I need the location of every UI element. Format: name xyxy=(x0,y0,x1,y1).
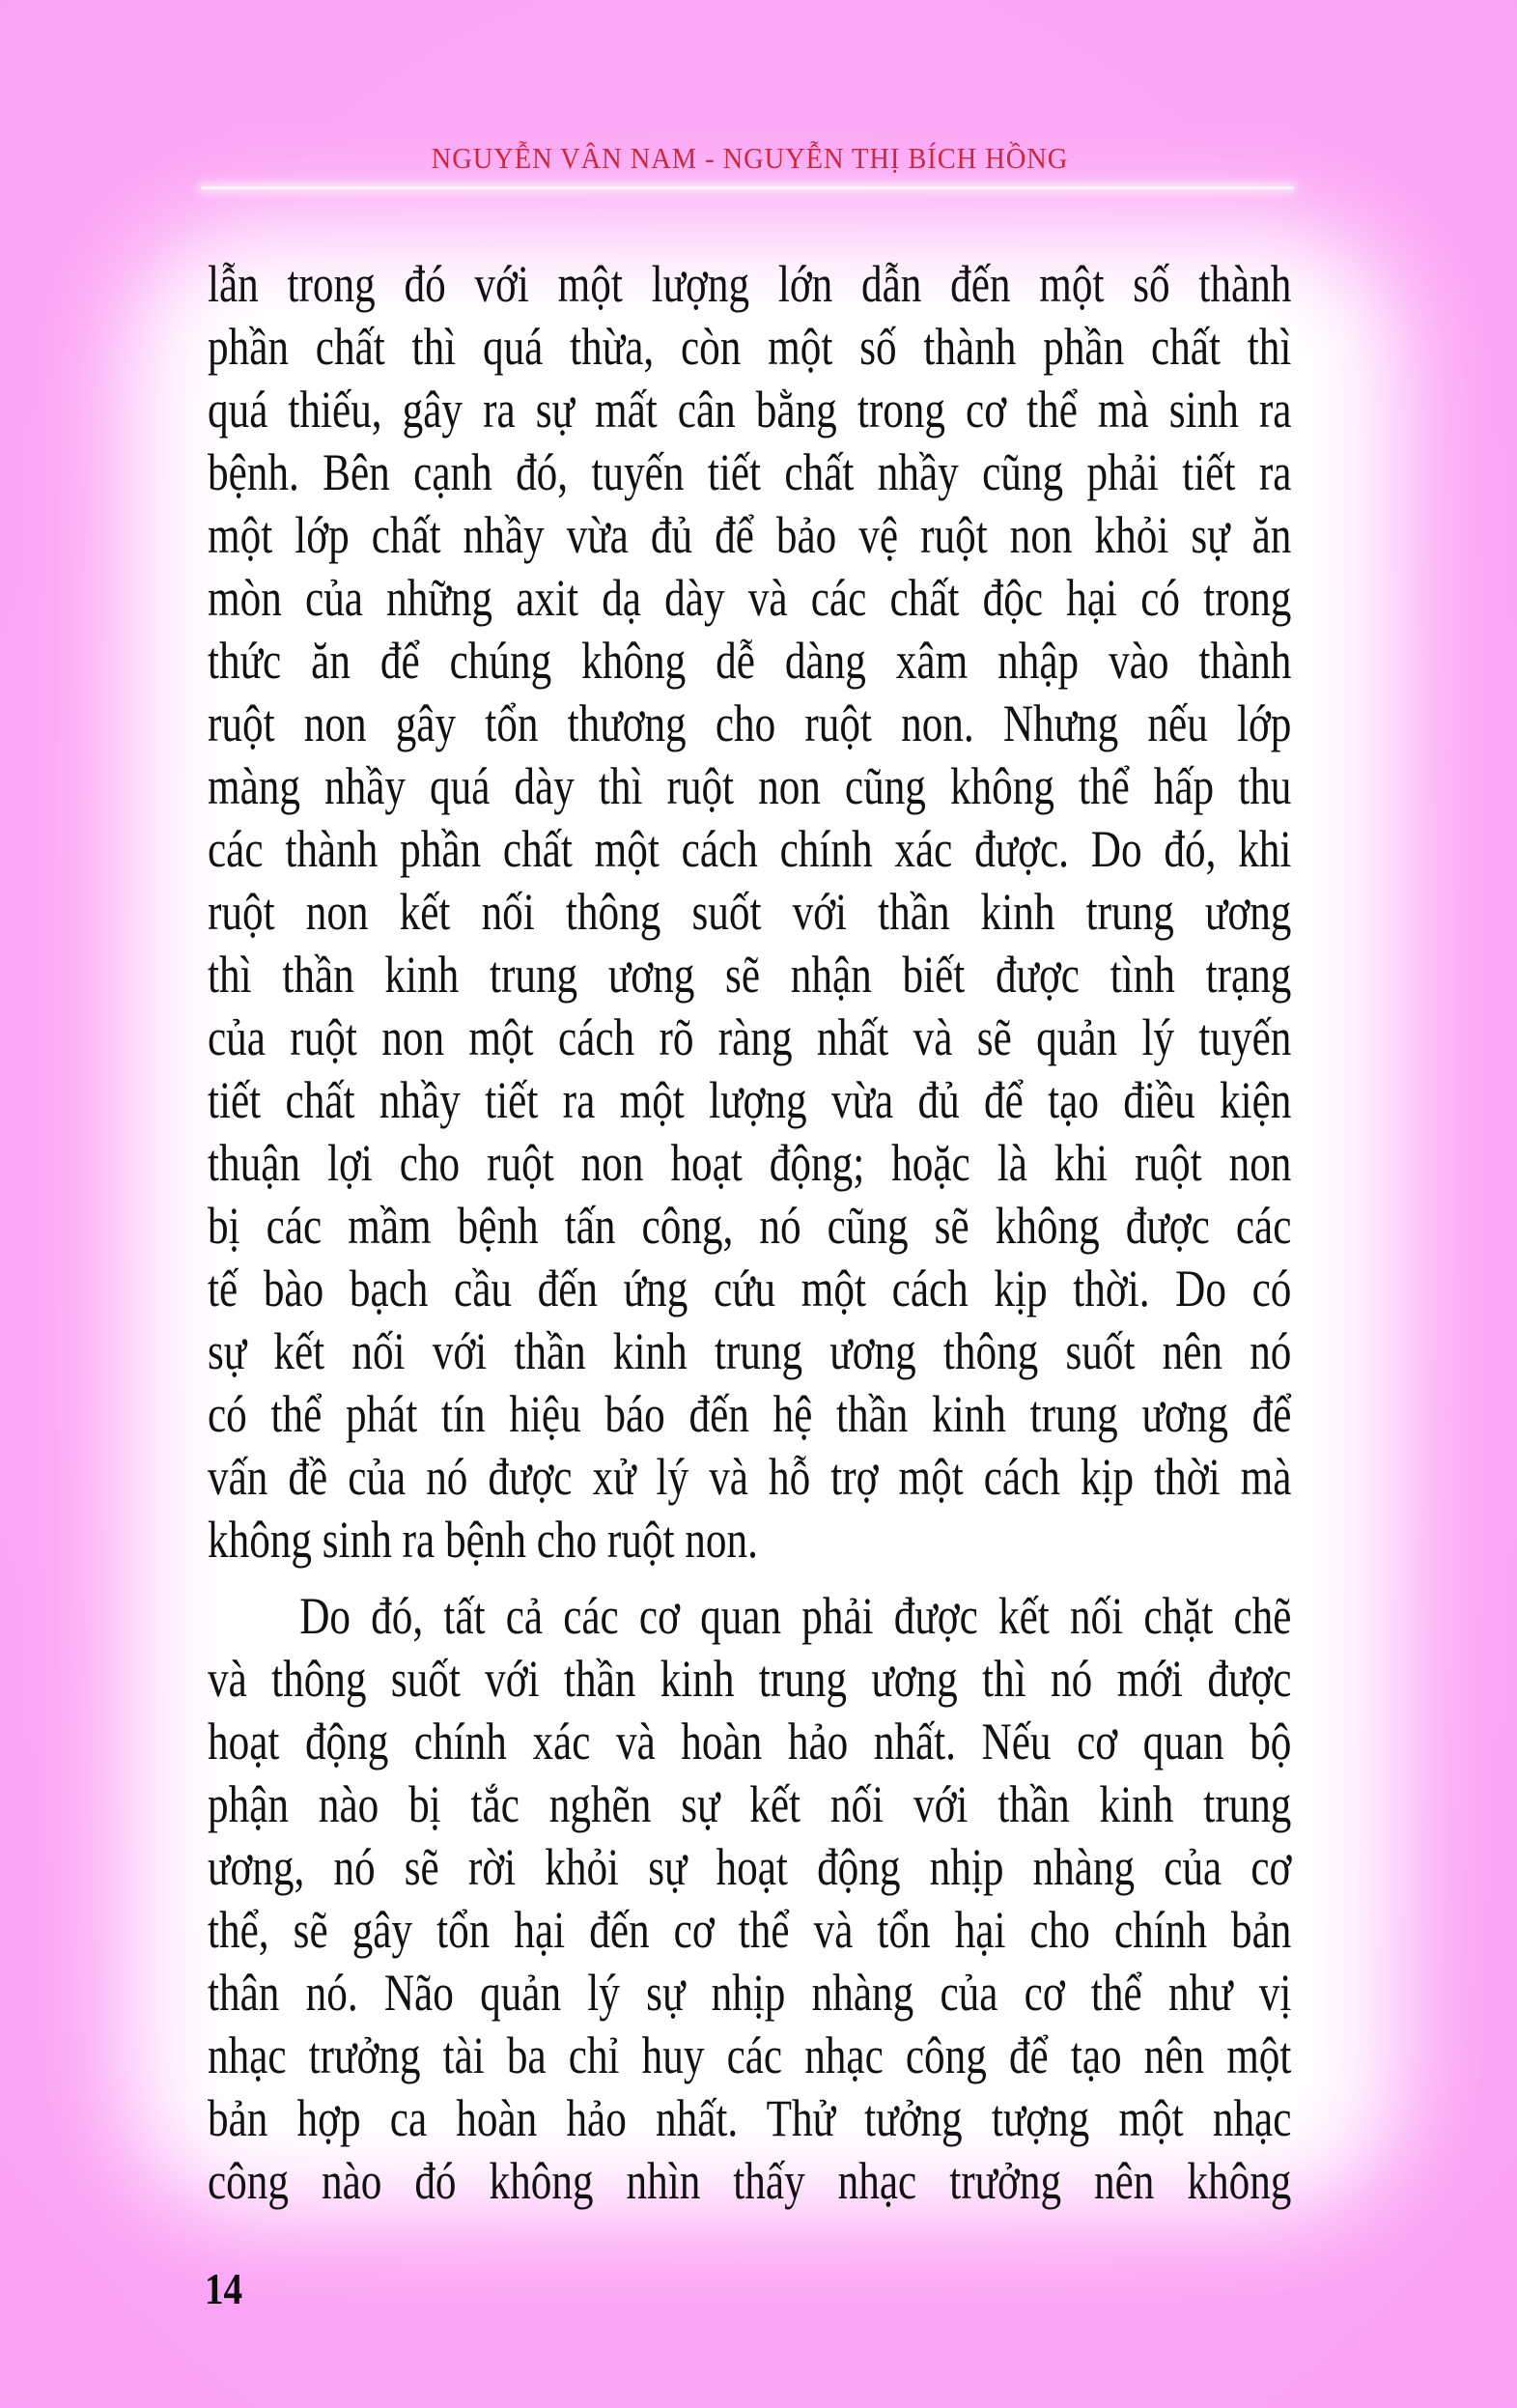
text-line: thân nó. Não quản lý sự nhịp nhàng của cơ thể như vị xyxy=(208,1964,1292,2022)
text-line: có thể phát tín hiệu báo đến hệ thần kinh trung ương để xyxy=(208,1385,1292,1443)
text-line: của ruột non một cách rõ ràng nhất và sẽ quản lý tuyến xyxy=(208,1008,1292,1066)
paragraph xyxy=(208,1585,1291,2213)
text-line: ương, nó sẽ rời khỏi sự hoạt động nhịp nhàng của cơ xyxy=(208,1838,1292,1896)
text-line: sự kết nối với thần kinh trung ương thông suốt nên nó xyxy=(208,1322,1292,1380)
text-line: công nào đó không nhìn thấy nhạc trưởng nên không xyxy=(208,2152,1292,2210)
body-text xyxy=(208,253,1291,2213)
text-line: lẫn trong đó với một lượng lớn dẫn đến một số thành xyxy=(208,255,1292,313)
text-line: bị các mầm bệnh tấn công, nó cũng sẽ không được các xyxy=(208,1197,1292,1255)
text-line: ruột non kết nối thông suốt với thần kinh trung ương xyxy=(208,883,1292,941)
text-line: bản hợp ca hoàn hảo nhất. Thử tưởng tượng một nhạc xyxy=(208,2089,1292,2147)
text-line: màng nhầy quá dày thì ruột non cũng không thể hấp thu xyxy=(208,757,1292,815)
text-line: hoạt động chính xác và hoàn hảo nhất. Nếu cơ quan bộ xyxy=(208,1713,1292,1771)
text-line: bệnh. Bên cạnh đó, tuyến tiết chất nhầy cũng phải tiết ra xyxy=(208,443,1292,501)
paragraph xyxy=(208,253,1291,1572)
text-line: ruột non gây tổn thương cho ruột non. Nhưng nếu lớp xyxy=(208,694,1292,752)
text-line: thuận lợi cho ruột non hoạt động; hoặc là khi ruột non xyxy=(208,1134,1292,1192)
text-line: quá thiếu, gây ra sự mất cân bằng trong cơ thể mà sinh ra xyxy=(208,381,1292,439)
text-line: không sinh ra bệnh cho ruột non. xyxy=(208,1511,758,1569)
text-line: tiết chất nhầy tiết ra một lượng vừa đủ để tạo điều kiện xyxy=(208,1071,1292,1129)
authors-header-text: NGUYỄN VÂN NAM - NGUYỄN THỊ BÍCH HỒNG xyxy=(431,141,1068,175)
text-line: và thông suốt với thần kinh trung ương thì nó mới được xyxy=(208,1650,1292,1708)
page-number-text: 14 xyxy=(205,2264,243,2313)
running-header xyxy=(208,141,1291,176)
header-divider-line xyxy=(201,186,1294,189)
text-line: phần chất thì quá thừa, còn một số thành phần chất thì xyxy=(208,318,1292,376)
text-line: vấn đề của nó được xử lý và hỗ trợ một cách kịp thời mà xyxy=(208,1448,1292,1506)
text-line: thể, sẽ gây tổn hại đến cơ thể và tổn hại cho chính bản xyxy=(208,1901,1292,1959)
text-line: tế bào bạch cầu đến ứng cứu một cách kịp thời. Do có xyxy=(208,1260,1292,1317)
text-line: Do đó, tất cả các cơ quan phải được kết nối chặt chẽ xyxy=(299,1587,1292,1645)
page-number xyxy=(205,2266,249,2312)
text-line: nhạc trưởng tài ba chỉ huy các nhạc công để tạo nên một xyxy=(208,2026,1292,2084)
text-line: các thành phần chất một cách chính xác được. Do đó, khi xyxy=(208,820,1292,878)
text-line: một lớp chất nhầy vừa đủ để bảo vệ ruột non khỏi sự ăn xyxy=(208,506,1292,564)
text-line: phận nào bị tắc nghẽn sự kết nối với thần kinh trung xyxy=(208,1775,1292,1833)
text-line: thức ăn để chúng không dễ dàng xâm nhập vào thành xyxy=(208,632,1292,690)
text-line: mòn của những axit dạ dày và các chất độc hại có trong xyxy=(208,569,1292,627)
text-line: thì thần kinh trung ương sẽ nhận biết được tình trạng xyxy=(208,946,1292,1004)
